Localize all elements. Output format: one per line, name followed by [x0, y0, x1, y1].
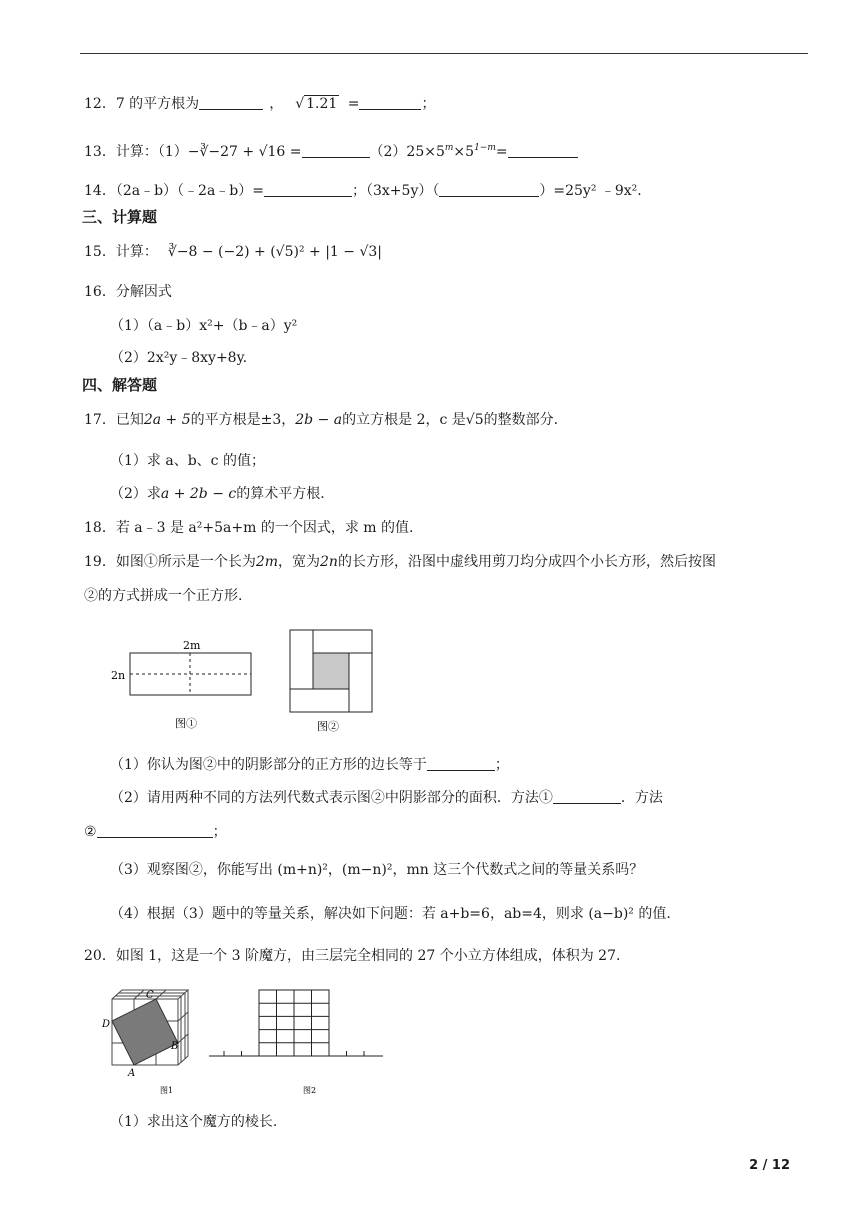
- q19-text-d: ②的方式拼成一个正方形.: [84, 588, 243, 604]
- fig2-shaded-square: [313, 653, 349, 689]
- q13-expr2-exp2: 1−m: [474, 143, 496, 153]
- fig1-top-label: 2m: [183, 639, 201, 652]
- q19-part-1-end: ；: [494, 757, 509, 773]
- q12-sep: ，: [269, 96, 284, 112]
- question-15: [84, 242, 382, 262]
- q13-expr2-exp1: m: [444, 143, 454, 153]
- q19-part-1-blank: [427, 756, 495, 771]
- q19-part-2: [110, 788, 663, 808]
- page-number: 2 / 12: [749, 1158, 790, 1173]
- q15-expression: ∛−8 − (−2) + (√5)² + |1 − √3|: [167, 244, 383, 260]
- q15-label: 计算：: [115, 244, 158, 260]
- q19-part-2-method-2: ②: [84, 824, 97, 840]
- question-20: [84, 946, 620, 966]
- q13-blank-1: [302, 143, 370, 158]
- q17-part-1: （1）求 a、b、c 的值；: [110, 453, 265, 469]
- q17-part-2-text-b: 的算术平方根.: [236, 486, 325, 502]
- section-4-title: 四、解答题: [82, 376, 158, 394]
- q20-figure-1: [98, 985, 208, 1097]
- q19-text-a: 如图①所示是一个长为: [115, 554, 256, 570]
- q19-part-2-blank-2: [97, 823, 213, 838]
- q15-number: 15．: [84, 244, 116, 260]
- q19-part-1: [110, 755, 509, 775]
- q12-number: 12．: [84, 96, 116, 112]
- q19-part-4: （4）根据（3）题中的等量关系，解决如下问题：若 a+b=6，ab=4，则求 (a−b)² 的值.: [110, 906, 671, 922]
- q20-part-1: （1）求出这个魔方的棱长.: [110, 1114, 278, 1130]
- q17-expr-a: 2a + 5: [143, 412, 191, 428]
- q17-text-c: 的立方根是 2，c 是: [342, 412, 466, 428]
- q12-text: 7 的平方根为: [115, 96, 200, 112]
- q19-text-c: 的长方形，沿图中虚线用剪刀均分成四个小长方形，然后按图: [337, 554, 716, 570]
- q17-part-2: [110, 484, 325, 504]
- q19-length: 2m: [255, 554, 279, 570]
- number-line: [209, 1051, 383, 1056]
- q12-blank-2: [359, 95, 421, 110]
- q19-part-3: （3）观察图②，你能写出 (m+n)²，(m−n)²，mn 这三个代数式之间的等量关系吗？: [110, 862, 644, 878]
- q17-text-a: 已知: [115, 412, 144, 428]
- q19-part-2-end: ；: [212, 824, 227, 840]
- header-rule: [80, 53, 808, 54]
- q17-number: 17．: [84, 412, 116, 428]
- q19-part-2-text: （2）请用两种不同的方法列代数式表示图②中阴影部分的面积．方法①: [110, 790, 553, 806]
- fig1-side-label: 2n: [111, 669, 126, 682]
- label-a: A: [128, 1068, 136, 1079]
- q19-part-2-blank-1: [553, 789, 621, 804]
- question-12: 12．7 的平方根为 ， √ 1.21 = ；: [84, 96, 436, 112]
- question-19: [84, 552, 716, 572]
- q19-part-2-cont: [84, 822, 227, 842]
- q20-fig2-caption: 图2: [303, 1086, 317, 1095]
- q14-mid: ；（3x+5y）（: [352, 183, 440, 199]
- q19-text-b: ，宽为: [278, 554, 321, 570]
- q17-expr-c: √5: [465, 412, 484, 428]
- q13-part2: （2）: [369, 144, 407, 160]
- label-b: B: [171, 1041, 179, 1052]
- q17-text-b: 的平方根是±3，: [190, 412, 296, 428]
- q14-blank-1: [264, 182, 352, 197]
- q20-fig1-caption: 图1: [160, 1086, 174, 1095]
- q18-text: 若 a﹣3 是 a²+5a+m 的一个因式，求 m 的值.: [115, 520, 414, 536]
- q17-part-2-text-a: （2）求: [110, 486, 161, 502]
- q14-blank-2: [439, 182, 539, 197]
- q17-text-d: 的整数部分.: [483, 412, 559, 428]
- q17-expr-b: 2b − a: [295, 412, 343, 428]
- q13-label: 计算：（1）: [115, 144, 188, 160]
- q19-figure-1: [105, 635, 265, 735]
- q13-expr2-base: 25×5: [406, 144, 445, 160]
- q19-width: 2n: [320, 554, 338, 570]
- question-16: [84, 282, 172, 302]
- q12-end: ；: [421, 96, 436, 112]
- q16-part-1: （1）（a﹣b）x²+（b﹣a）y²: [110, 318, 298, 334]
- q17-part-2-expr: a + 2b − c: [160, 486, 237, 502]
- question-17: [84, 410, 558, 430]
- question-18: [84, 518, 413, 538]
- q12-blank-1: [199, 95, 263, 110]
- grid-4x5: [259, 990, 329, 1056]
- fig1-caption: 图①: [175, 717, 197, 730]
- q20-text: 如图 1，这是一个 3 阶魔方，由三层完全相同的 27 个小立方体组成，体积为 27.: [115, 948, 621, 964]
- q20-number: 20．: [84, 948, 116, 964]
- q18-number: 18．: [84, 520, 116, 536]
- q19-figure-2: [280, 625, 380, 737]
- shaded-square-abcd: [112, 999, 178, 1065]
- q12-eq: =: [343, 96, 360, 112]
- q16-number: 16．: [84, 284, 116, 300]
- q14-part1: （2a﹣b）（﹣2a﹣b）=: [115, 183, 264, 199]
- q13-blank-2: [508, 143, 578, 158]
- q20-figure-2: [205, 985, 390, 1097]
- question-13: [84, 142, 578, 162]
- label-d: D: [102, 1019, 111, 1030]
- q19-number: 19．: [84, 554, 116, 570]
- q19-part-1-text: （1）你认为图②中的阴影部分的正方形的边长等于: [110, 757, 427, 773]
- fig2-caption: 图②: [317, 720, 339, 733]
- q13-expr2-eq: =: [495, 144, 508, 160]
- section-3-title: 三、计算题: [82, 208, 158, 226]
- q19-part-2-text-b: ．方法: [620, 790, 663, 806]
- q14-number: 14．: [84, 183, 116, 199]
- q13-number: 13．: [84, 144, 116, 160]
- q16-text: 分解因式: [115, 284, 172, 300]
- label-c: C: [146, 990, 154, 1001]
- q14-end: ）=25y² ﹣9x².: [539, 183, 642, 199]
- q12-sqrt-value: 1.21: [306, 96, 338, 112]
- question-14: [84, 181, 642, 201]
- q13-expr-1: −∛−27 + √16 =: [187, 144, 302, 160]
- q16-part-2: （2）2x²y﹣8xy+8y.: [110, 350, 248, 366]
- q13-expr2-mid: ×5: [453, 144, 475, 160]
